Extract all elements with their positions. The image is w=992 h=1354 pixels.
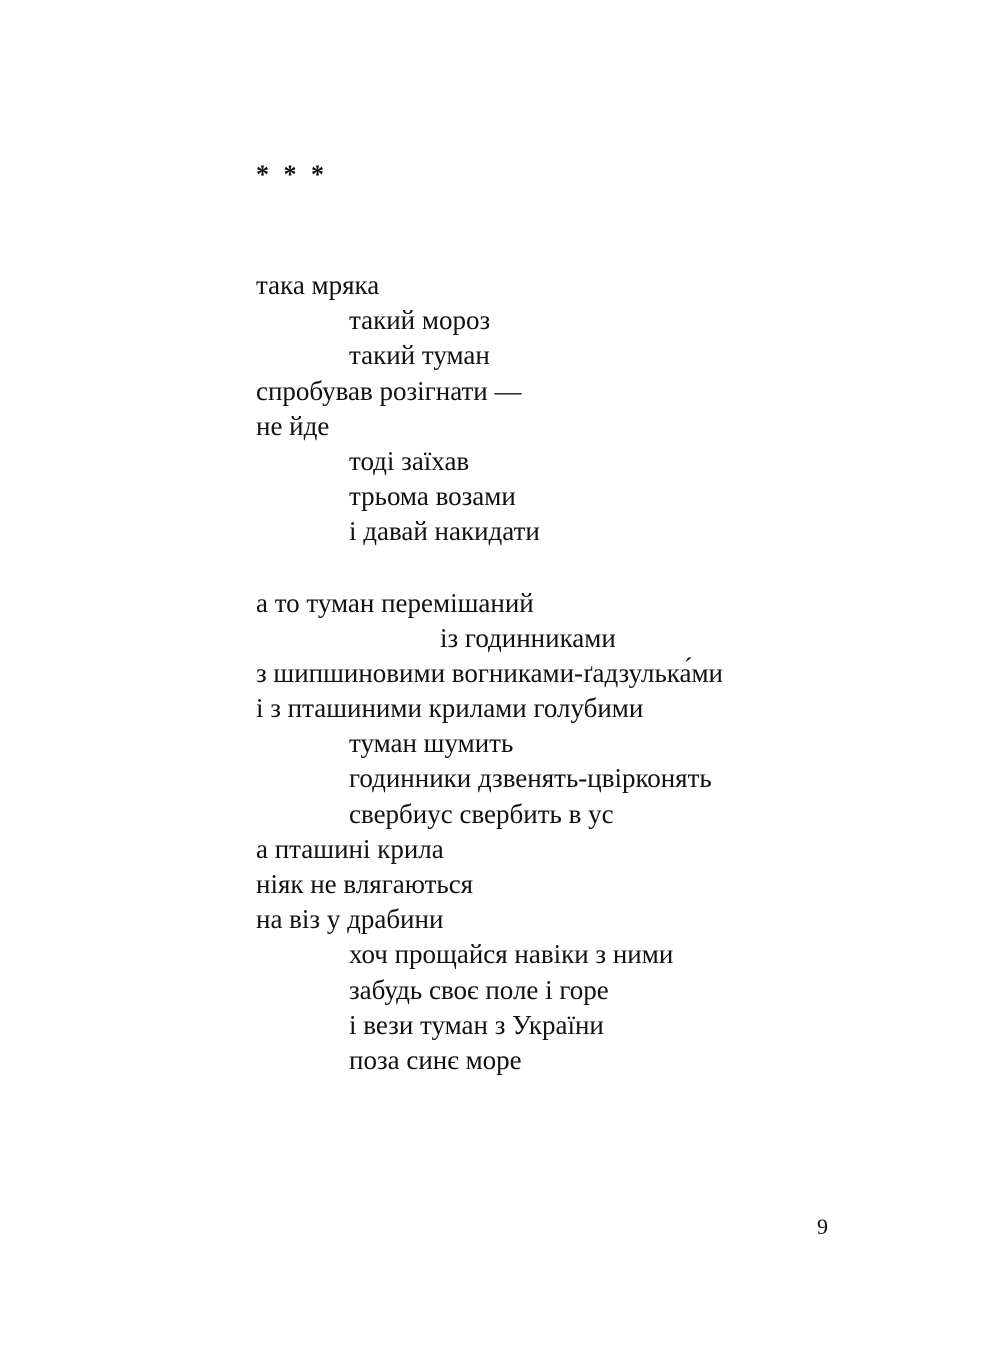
poem-line: і з пташиними крилами голубими	[256, 693, 644, 724]
poem-line: ніяк не влягаються	[256, 869, 474, 899]
poem-line: із годинниками	[440, 622, 616, 653]
poem-line: такий туман	[349, 340, 490, 371]
poem-line: спробував розігнати —	[256, 375, 522, 406]
poem-line: тоді заїхав	[349, 445, 470, 476]
poem-line: туман шумить	[349, 728, 514, 759]
poem-line: такий мороз	[349, 305, 491, 336]
poem-line: свербиус свербить в ус	[349, 798, 614, 829]
poem-line: і давай накидати	[349, 516, 540, 547]
poem-line: а пташині крила	[256, 833, 444, 864]
stanza-break	[256, 550, 723, 586]
poem-line: не йде	[256, 410, 330, 441]
poem-line: така мряка	[256, 270, 380, 300]
poem-line: і вези туман з України	[349, 1009, 604, 1040]
page-number: 9	[817, 1214, 828, 1239]
poem-text	[256, 268, 723, 1078]
poem-line: з шипшиновими вогниками-ґадзулька́ми	[256, 657, 723, 688]
poem-line: а то туман перемішаний	[256, 587, 534, 618]
poem-line: хоч прощайся навіки з ними	[349, 939, 674, 970]
poem-line: на віз у драбини	[256, 904, 444, 935]
poem-line: трьома возами	[349, 481, 516, 512]
poem-line: поза синє море	[349, 1044, 522, 1075]
poem-line: забудь своє поле і горе	[349, 974, 609, 1005]
section-separator: * * *	[256, 160, 328, 189]
poem-line: годинники дзвенять-цвірконять	[349, 763, 712, 794]
